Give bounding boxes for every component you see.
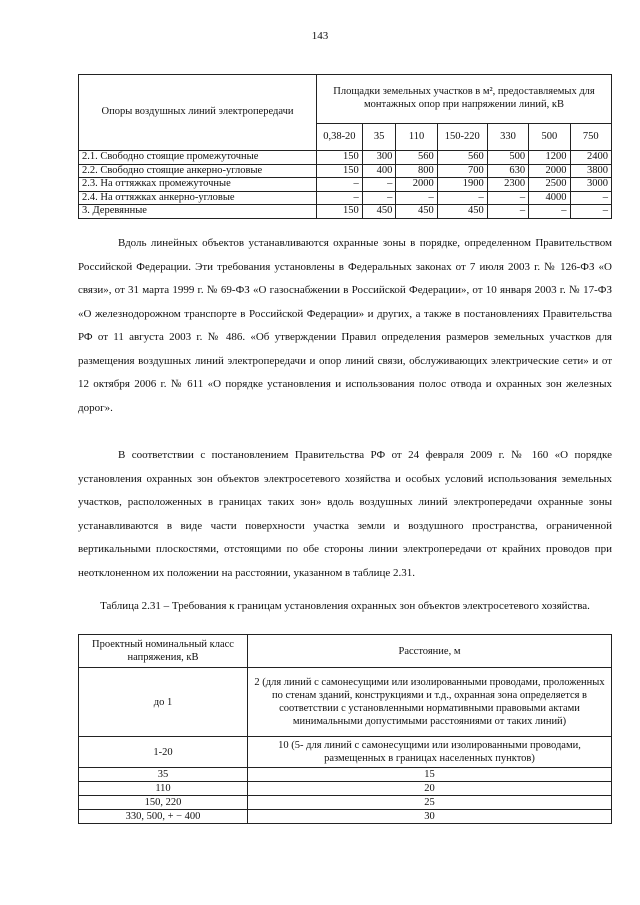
- plot-area-header: Площадки земельных участков в м², предоставляемых для монтажных опор при напряжении линий, кВ: [317, 75, 612, 124]
- distance-cell: 15: [248, 768, 612, 782]
- table-cell: 1200: [529, 151, 570, 165]
- voltage-cell: до 1: [79, 668, 248, 737]
- table-row: [79, 205, 612, 219]
- table-cell: 700: [437, 164, 487, 178]
- table-row: [79, 768, 612, 782]
- table-cell: 560: [396, 151, 437, 165]
- voltage-header: 35: [362, 124, 396, 151]
- table-cell: 1900: [437, 178, 487, 192]
- table-cell: –: [437, 191, 487, 205]
- table-row: [79, 164, 612, 178]
- voltage-header: 330: [487, 124, 528, 151]
- table-row: [79, 668, 612, 737]
- table-cell: –: [487, 205, 528, 219]
- row-label: 3. Деревянные: [79, 205, 317, 219]
- distance-cell: 2 (для линий с самонесущими или изолированными проводами, проложенных по стенам зданий, конструкциями и т.д., охранная зона определяется в соответствии с установленными нормативными правовыми актами минимальными допустимыми расстояниями от таких линий): [248, 668, 612, 737]
- table-cell: –: [396, 191, 437, 205]
- table-cell: –: [570, 191, 611, 205]
- page-number: 143: [311, 30, 329, 42]
- table-cell: 500: [487, 151, 528, 165]
- table-cell: 2300: [487, 178, 528, 192]
- distance-cell: 20: [248, 782, 612, 796]
- table-cell: 150: [317, 164, 363, 178]
- protection-zone-table: [78, 634, 612, 824]
- table-cell: –: [487, 191, 528, 205]
- voltage-cell: 110: [79, 782, 248, 796]
- voltage-header: 750: [570, 124, 611, 151]
- table-cell: 150: [317, 151, 363, 165]
- table-cell: –: [317, 178, 363, 192]
- row-label: 2.3. На оттяжках промежуточные: [79, 178, 317, 192]
- table-header-row: [79, 635, 612, 668]
- table-cell: 300: [362, 151, 396, 165]
- distance-cell: 30: [248, 810, 612, 824]
- voltage-header: 500: [529, 124, 570, 151]
- voltage-class-header: Проектный номинальный класс напряжения, кВ: [79, 635, 248, 668]
- table-cell: –: [529, 205, 570, 219]
- table-cell: –: [570, 205, 611, 219]
- table-cell: 3800: [570, 164, 611, 178]
- table-cell: 560: [437, 151, 487, 165]
- voltage-cell: 1-20: [79, 737, 248, 768]
- table-cell: 2400: [570, 151, 611, 165]
- paragraph-text: В соответствии с постановлением Правительства РФ от 24 февраля 2009 г. № 160 «О порядке установления охранных зон объектов электросетевого хозяйства и особых условий использования земельных участков, расположенных в границах таких зон» вдоль воздушных линий электропередачи охранные зоны устанавливаются в виде части поверхности участка земли и воздушного пространства, ограниченной вертикальными плоскостями, отстоящими по обе стороны линии электропередачи от крайних проводов при неотклоненном их положении на расстоянии, указанном в таблице 2.31.: [78, 449, 612, 579]
- table-cell: 450: [362, 205, 396, 219]
- voltage-header: 110: [396, 124, 437, 151]
- table-cell: 2000: [396, 178, 437, 192]
- voltage-cell: 330, 500, + − 400: [79, 810, 248, 824]
- table-cell: 2500: [529, 178, 570, 192]
- table-row: [79, 178, 612, 192]
- land-plot-table: [78, 74, 612, 219]
- table-cell: 4000: [529, 191, 570, 205]
- body-paragraph: [78, 444, 612, 585]
- table-cell: 630: [487, 164, 528, 178]
- table-cell: –: [317, 191, 363, 205]
- table-cell: 2000: [529, 164, 570, 178]
- row-label: 2.4. На оттяжках анкерно-угловые: [79, 191, 317, 205]
- voltage-header: 0,38-20: [317, 124, 363, 151]
- paragraph-text: Вдоль линейных объектов устанавливаются охранные зоны в порядке, определенном Правительством Российской Федерации. Эти требования установлены в Федеральных законах от 7 июля 2003 г. № 126-ФЗ «О связи», от 31 марта 1999 г. № 69-ФЗ «О газоснабжении в Российской Федерации», от 10 января 2003 г. № 17-ФЗ «О железнодорожном транспорте в Российской Федерации» и других, а также в постановлениях Правительства РФ от 11 августа 2003 г. № 486. «Об утверждении Правил определения размеров земельных участков для размещения воздушных линий электропередачи и опор линий связи, обслуживающих электрические сети» и от 12 октября 2006 г. № 611 «О порядке установления и использования полос отвода и охранных зон железных дорог».: [78, 237, 612, 414]
- table-row: [79, 151, 612, 165]
- table-cell: 450: [437, 205, 487, 219]
- row-label: 2.2. Свободно стоящие анкерно-угловые: [79, 164, 317, 178]
- table-cell: –: [362, 191, 396, 205]
- voltage-cell: 150, 220: [79, 796, 248, 810]
- voltage-header: 150-220: [437, 124, 487, 151]
- distance-cell: 10 (5- для линий с самонесущими или изолированными проводами, размещенных в границах населенных пунктов): [248, 737, 612, 768]
- row-label: 2.1. Свободно стоящие промежуточные: [79, 151, 317, 165]
- table-caption: Таблица 2.31 – Требования к границам установления охранных зон объектов электросетевого хозяйства.: [100, 600, 590, 612]
- voltage-cell: 35: [79, 768, 248, 782]
- table-cell: –: [362, 178, 396, 192]
- table-cell: 450: [396, 205, 437, 219]
- distance-cell: 25: [248, 796, 612, 810]
- distance-header: Расстояние, м: [248, 635, 612, 668]
- table-cell: 800: [396, 164, 437, 178]
- table-cell: 3000: [570, 178, 611, 192]
- table-cell: 400: [362, 164, 396, 178]
- body-paragraph: [78, 232, 612, 420]
- table-cell: 150: [317, 205, 363, 219]
- table-row: [79, 737, 612, 768]
- supports-header: Опоры воздушных линий электропередачи: [79, 75, 317, 151]
- table-row: [79, 191, 612, 205]
- table-row: [79, 796, 612, 810]
- table-row: [79, 810, 612, 824]
- table-row: [79, 782, 612, 796]
